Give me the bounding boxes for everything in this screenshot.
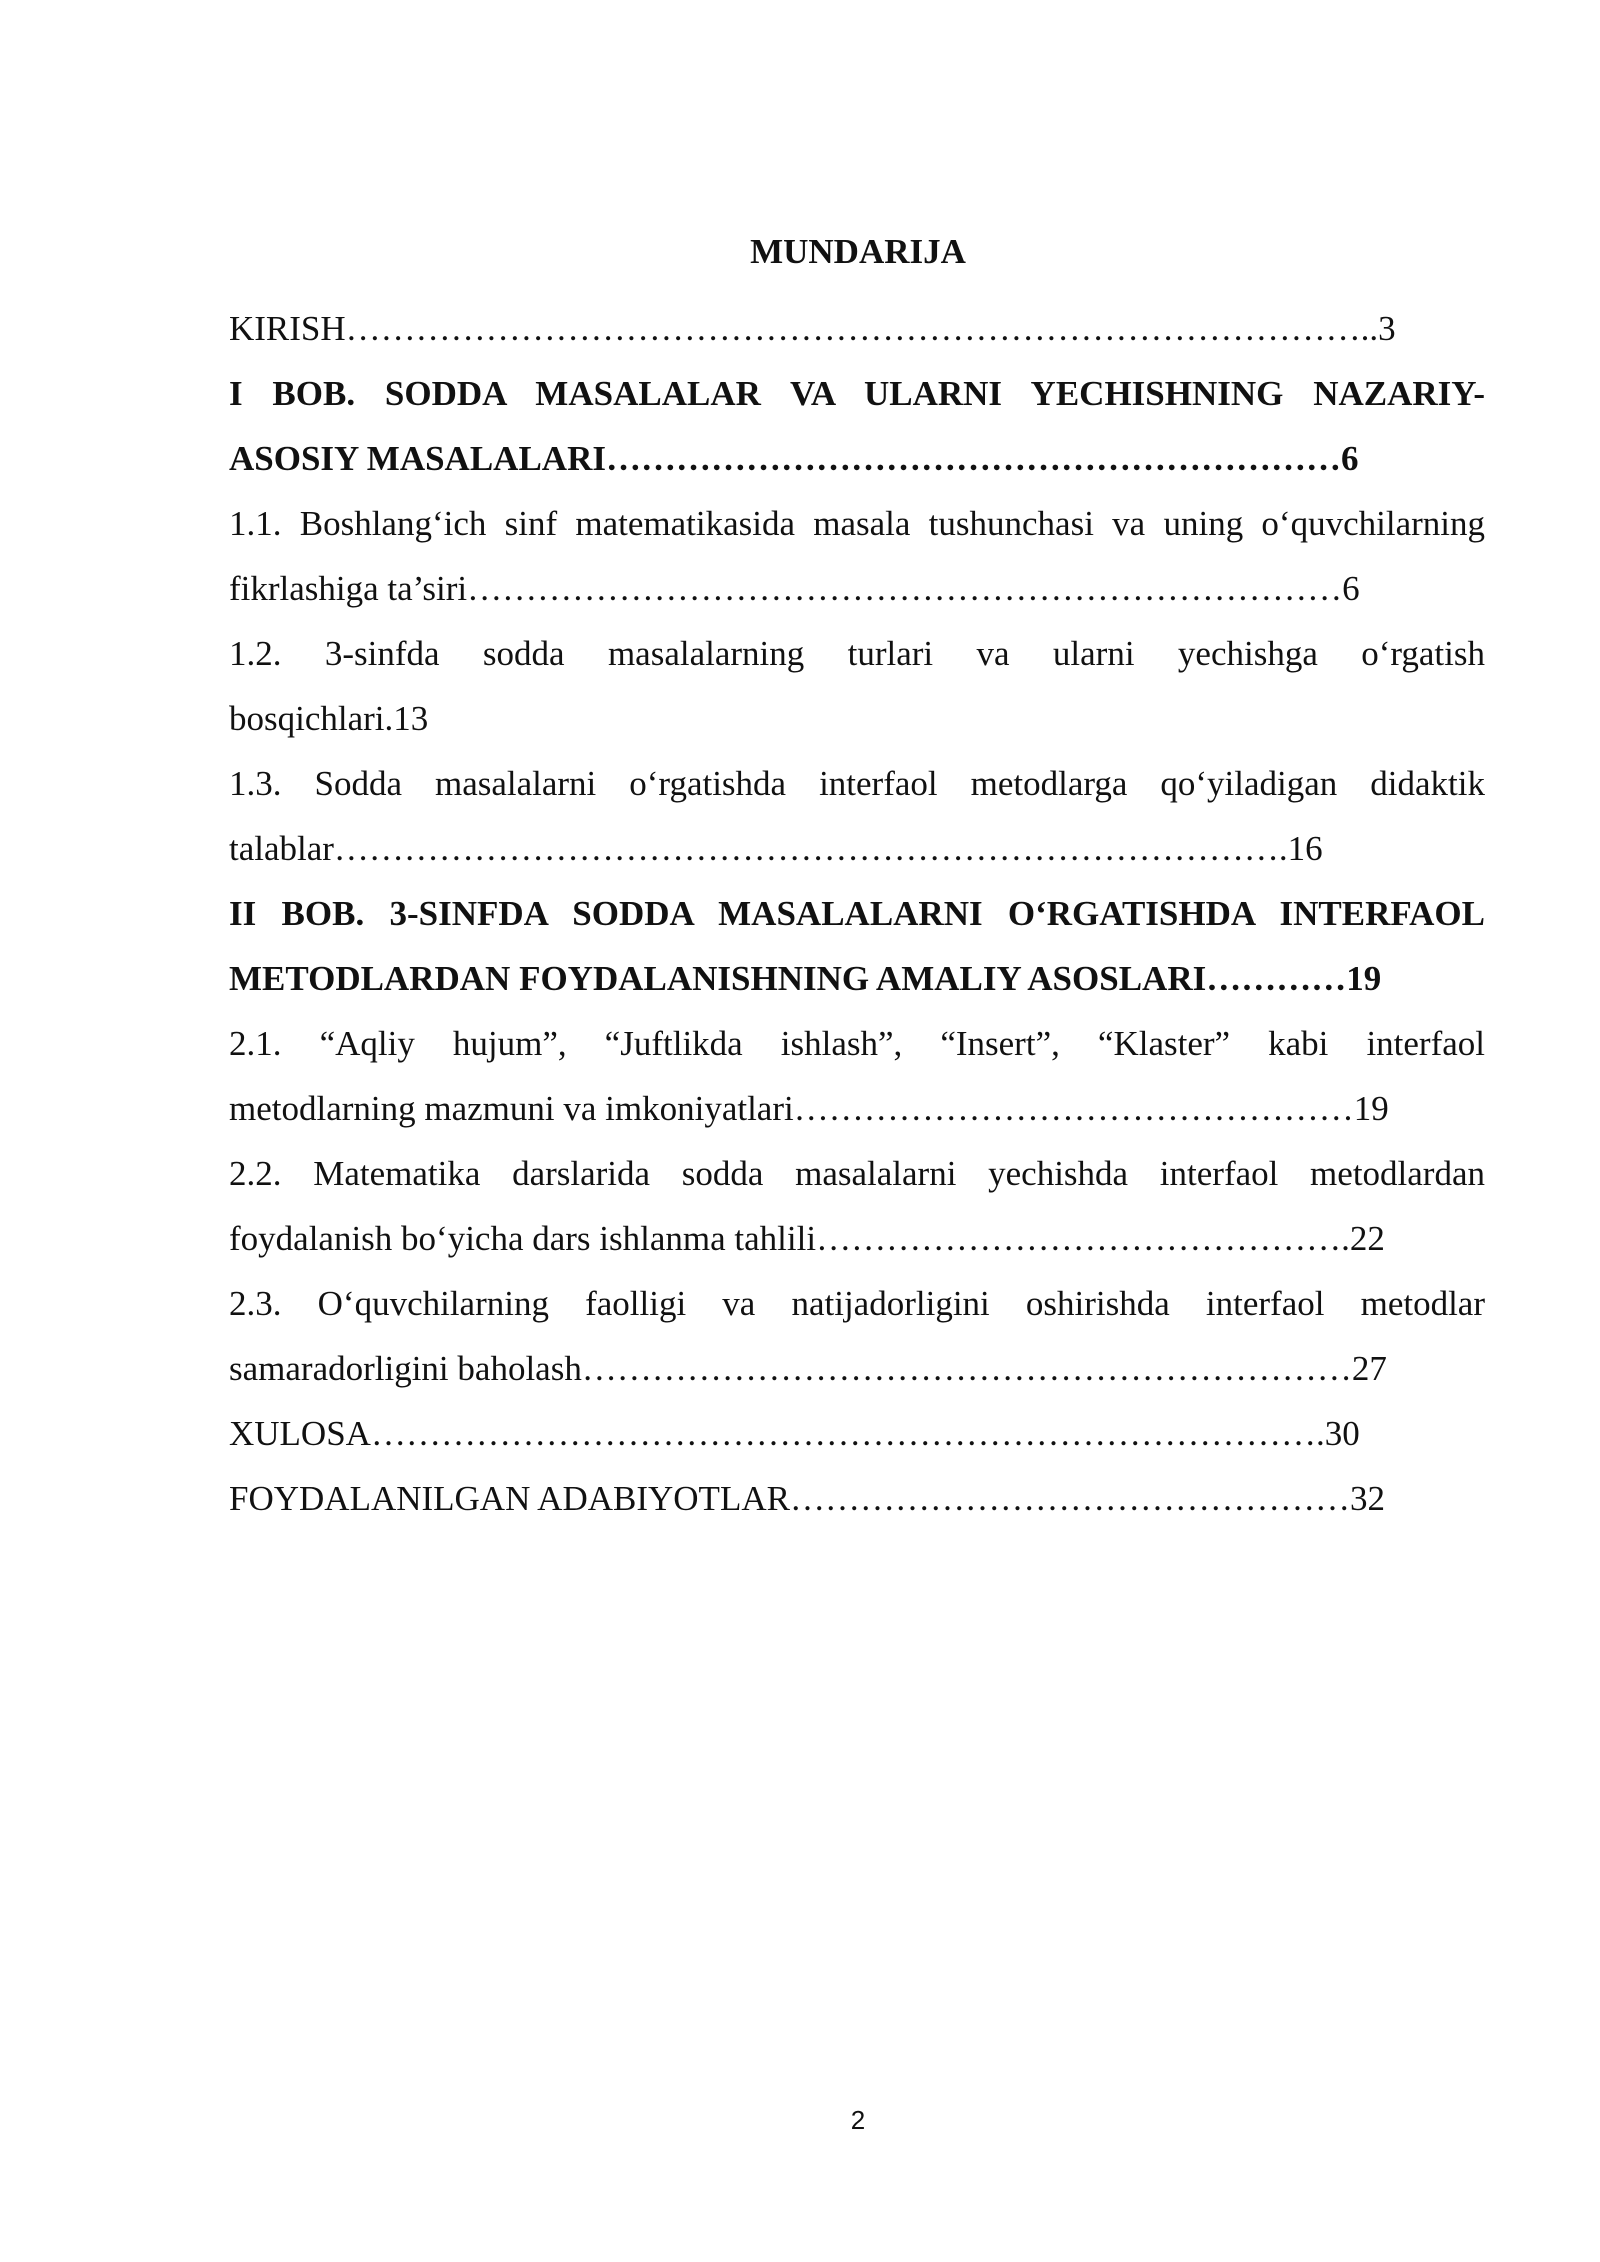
toc-line: ASOSIY MASALALARI………………………………………………………6 [229,439,1359,478]
toc-line: 1.3. Sodda masalalarni o‘rgatishda interfaol metodlarga qo‘yiladigan didaktik [229,764,1485,803]
toc-line: II BOB. 3-SINFDA SODDA MASALALARNI O‘RGATISHDA INTERFAOL [229,894,1485,933]
toc-line: 1.1. Boshlang‘ich sinf matematikasida masala tushunchasi va uning o‘quvchilarning [229,504,1485,543]
toc-line: foydalanish bo‘yicha dars ishlanma tahlili……………………………………….22 [229,1219,1385,1258]
toc-line: 2.3. O‘quvchilarning faolligi va natijadorligini oshirishda interfaol metodlar [229,1284,1485,1323]
toc-line: METODLARDAN FOYDALANISHNING AMALIY ASOSLARI…………19 [229,959,1382,998]
toc-line: 2.2. Matematika darslarida sodda masalalarni yechishda interfaol metodlardan [229,1154,1485,1193]
toc-line: bosqichlari.13 [229,699,429,738]
toc-line: XULOSA……………………………………………………………………….30 [229,1414,1360,1453]
toc-line: 1.2. 3-sinfda sodda masalalarning turlari va ularni yechishga o‘rgatish [229,634,1485,673]
toc-line: FOYDALANILGAN ADABIYOTLAR…………………………………………32 [229,1479,1385,1518]
toc-line: fikrlashiga ta’siri…………………………………………………………………6 [229,569,1360,608]
toc-line: talablar……………………………………………………………………….16 [229,829,1323,868]
toc-line: samaradorligini baholash…………………………………………………………27 [229,1349,1387,1388]
toc-line: 2.1. “Aqliy hujum”, “Juftlikda ishlash”, “Insert”, “Klaster” kabi interfaol [229,1024,1485,1063]
toc-line: metodlarning mazmuni va imkoniyatlari…………………………………………19 [229,1089,1389,1128]
page-number: 2 [850,2105,866,2135]
toc-line: I BOB. SODDA MASALALAR VA ULARNI YECHISHNING NAZARIY- [229,374,1485,413]
toc-heading: MUNDARIJA [750,232,966,271]
table-of-contents [229,296,1485,1531]
toc-line: KIRISH……………………………………………………………………………..3 [229,309,1396,348]
